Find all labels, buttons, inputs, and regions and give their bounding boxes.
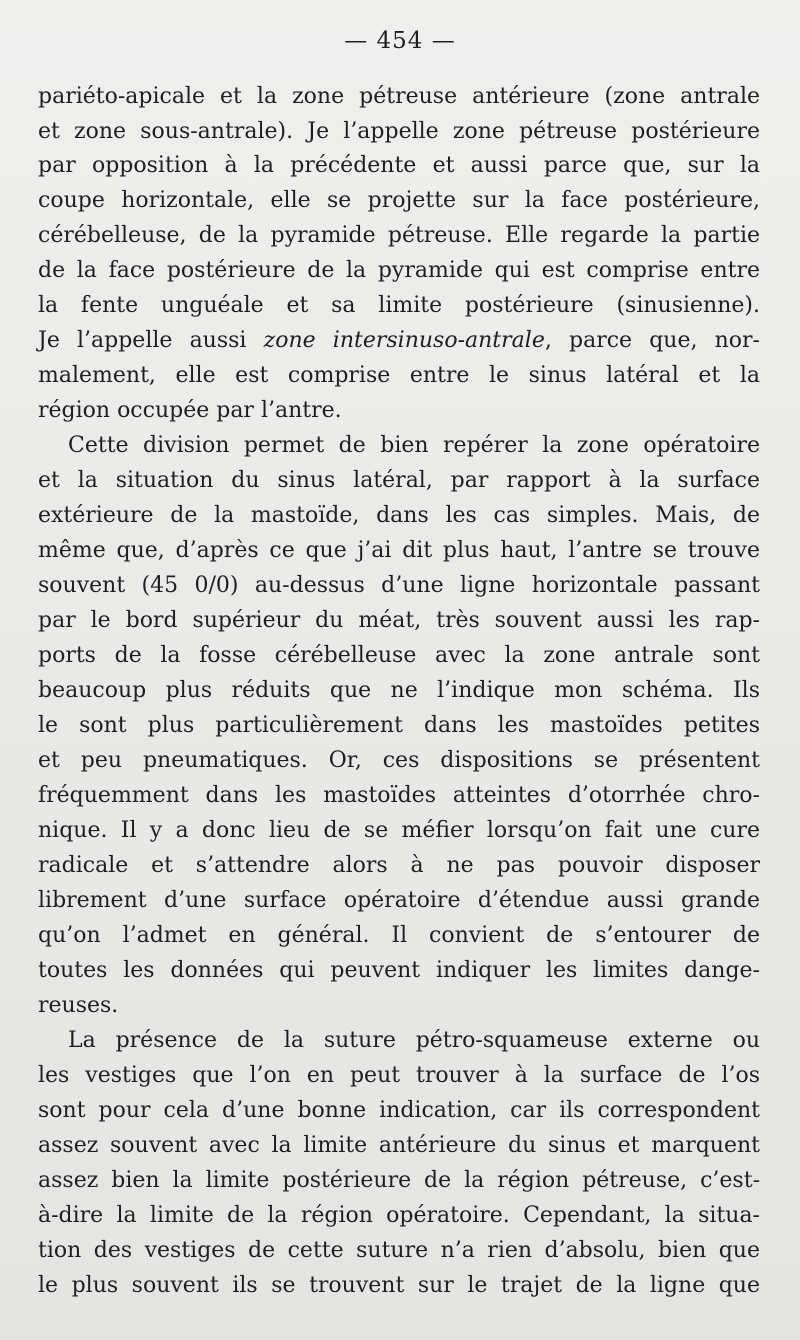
text-line: de la face postérieure de la pyramide qui est comprise entre (38, 258, 760, 283)
text-span: Je l’appelle aussi (38, 328, 264, 353)
text-line: reuses. (38, 993, 119, 1018)
text-line: et zone sous-antrale). Je l’appelle zone pétreuse postérieure (38, 119, 760, 144)
text-line: extérieure de la mastoïde, dans les cas simples. Mais, de (38, 503, 760, 528)
text-line: ports de la fosse cérébelleuse avec la zone antrale sont (38, 643, 760, 668)
text-line: La présence de la suture pétro-squameuse externe ou (68, 1028, 760, 1053)
text-line: souvent (45 0/0) au-dessus d’une ligne horizontale passant (38, 573, 760, 598)
text-line: toutes les données qui peuvent indiquer les limites dange- (38, 958, 760, 983)
text-line: Cette division permet de bien repérer la zone opératoire (68, 433, 760, 458)
text-line (38, 323, 760, 358)
text-line: malement, elle est comprise entre le sinus latéral et la (38, 363, 760, 388)
text-line: le sont plus particulièrement dans les mastoïdes petites (38, 713, 760, 738)
text-line: la fente unguéale et sa limite postérieure (sinusienne). (38, 293, 760, 318)
text-line: par opposition à la précédente et aussi parce que, sur la (38, 153, 760, 178)
text-line: radicale et s’attendre alors à ne pas pouvoir disposer (38, 853, 760, 878)
text-line: cérébelleuse, de la pyramide pétreuse. Elle regarde la partie (38, 223, 760, 248)
text-line: région occupée par l’antre. (38, 398, 342, 423)
text-line: le plus souvent ils se trouvent sur le trajet de la ligne que (38, 1273, 760, 1298)
italic-term: zone intersinuso-antrale (263, 328, 545, 353)
text-line: les vestiges que l’on en peut trouver à la surface de l’os (38, 1063, 760, 1088)
text-line: à-dire la limite de la région opératoire. Cependant, la situa- (38, 1203, 760, 1228)
page-number: — 454 — (344, 28, 456, 54)
text-line: beaucoup plus réduits que ne l’indique mon schéma. Ils (38, 678, 760, 703)
text-line: assez souvent avec la limite antérieure du sinus et marquent (38, 1133, 760, 1158)
text-line: nique. Il y a donc lieu de se méfier lorsqu’on fait une cure (38, 818, 760, 843)
text-line: par le bord supérieur du méat, très souvent aussi les rap- (38, 608, 760, 633)
text-line: et la situation du sinus latéral, par rapport à la surface (38, 468, 760, 493)
text-line: assez bien la limite postérieure de la région pétreuse, c’est- (38, 1168, 760, 1193)
text-line: coupe horizontale, elle se projette sur la face postérieure, (38, 188, 760, 213)
text-line: librement d’une surface opératoire d’étendue aussi grande (38, 888, 760, 913)
text-line: même que, d’après ce que j’ai dit plus haut, l’antre se trouve (38, 538, 760, 563)
text-line: sont pour cela d’une bonne indication, car ils correspondent (38, 1098, 760, 1123)
text-line: pariéto-apicale et la zone pétreuse antérieure (zone antrale (38, 84, 760, 109)
text-span: , parce que, nor- (544, 328, 760, 353)
text-line: tion des vestiges de cette suture n’a rien d’absolu, bien que (38, 1238, 760, 1263)
text-line: qu’on l’admet en général. Il convient de s’entourer de (38, 923, 760, 948)
text-line: fréquemment dans les mastoïdes atteintes d’otorrhée chro- (38, 783, 760, 808)
text-line: et peu pneumatiques. Or, ces dispositions se présentent (38, 748, 760, 773)
